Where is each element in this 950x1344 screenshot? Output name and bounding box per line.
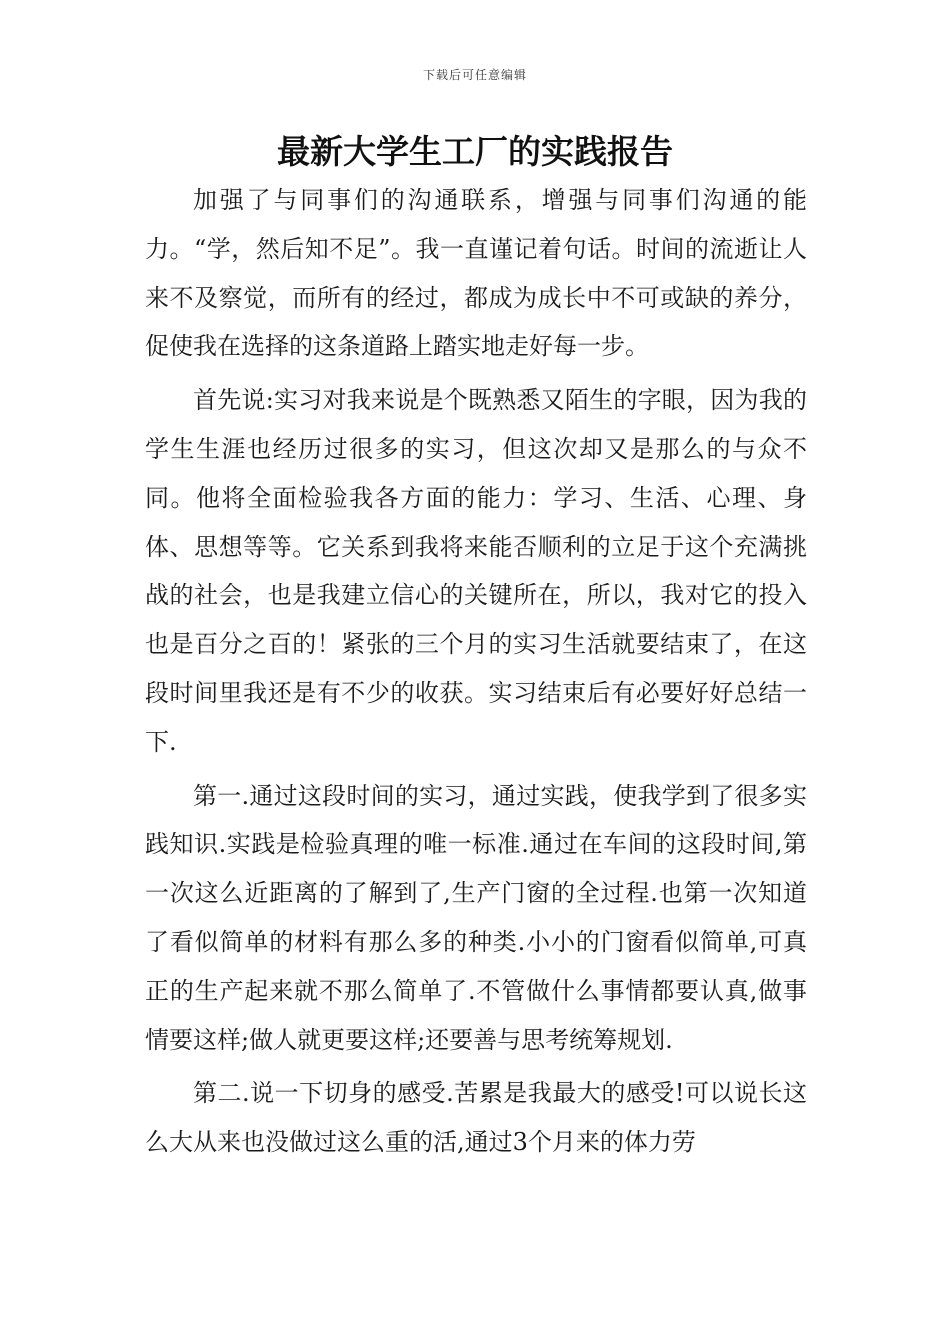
document-title: 最新大学生工厂的实践报告 bbox=[277, 132, 673, 171]
header-note: 下载后可任意编辑 bbox=[422, 68, 527, 82]
paragraph: 加强了与同事们的沟通联系，增强与同事们沟通的能力。“学，然后知不足”。我一直谨记着句话。时间的流逝让人来不及察觉，而所有的经过，都成为成长中不可或缺的养分，促使我在选择的这条道路上踏实地走好每一步。 bbox=[145, 186, 807, 361]
paragraph: 首先说:实习对我来说是个既熟悉又陌生的字眼，因为我的学生生涯也经历过很多的实习，但这次却又是那么的与众不同。他将全面检验我各方面的能力：学习、生活、心理、身体、思想等等。它关系到我将来能否顺利的立足于这个充满挑战的社会，也是我建立信心的关键所在，所以，我对它的投入也是百分之百的！紧张的三个月的实习生活就要结束了，在这段时间里我还是有不少的收获。实习结束后有必要好好总结一下. bbox=[145, 386, 807, 756]
paragraph: 第一.通过这段时间的实习，通过实践，使我学到了很多实践知识.实践是检验真理的唯一标准.通过在车间的这段时间,第一次这么近距离的了解到了,生产门窗的全过程.也第一次知道了看似简单的材料有那么多的种类.小小的门窗看似简单,可真正的生产起来就不那么简单了.不管做什么事情都要认真,做事情要这样;做人就更要这样;还要善与思考统筹规划. bbox=[145, 781, 807, 1054]
paragraph: 第二.说一下切身的感受.苦累是我最大的感受!可以说长这么大从来也没做过这么重的活,通过3个月来的体力劳 bbox=[145, 1079, 807, 1157]
document-body bbox=[145, 176, 807, 1172]
